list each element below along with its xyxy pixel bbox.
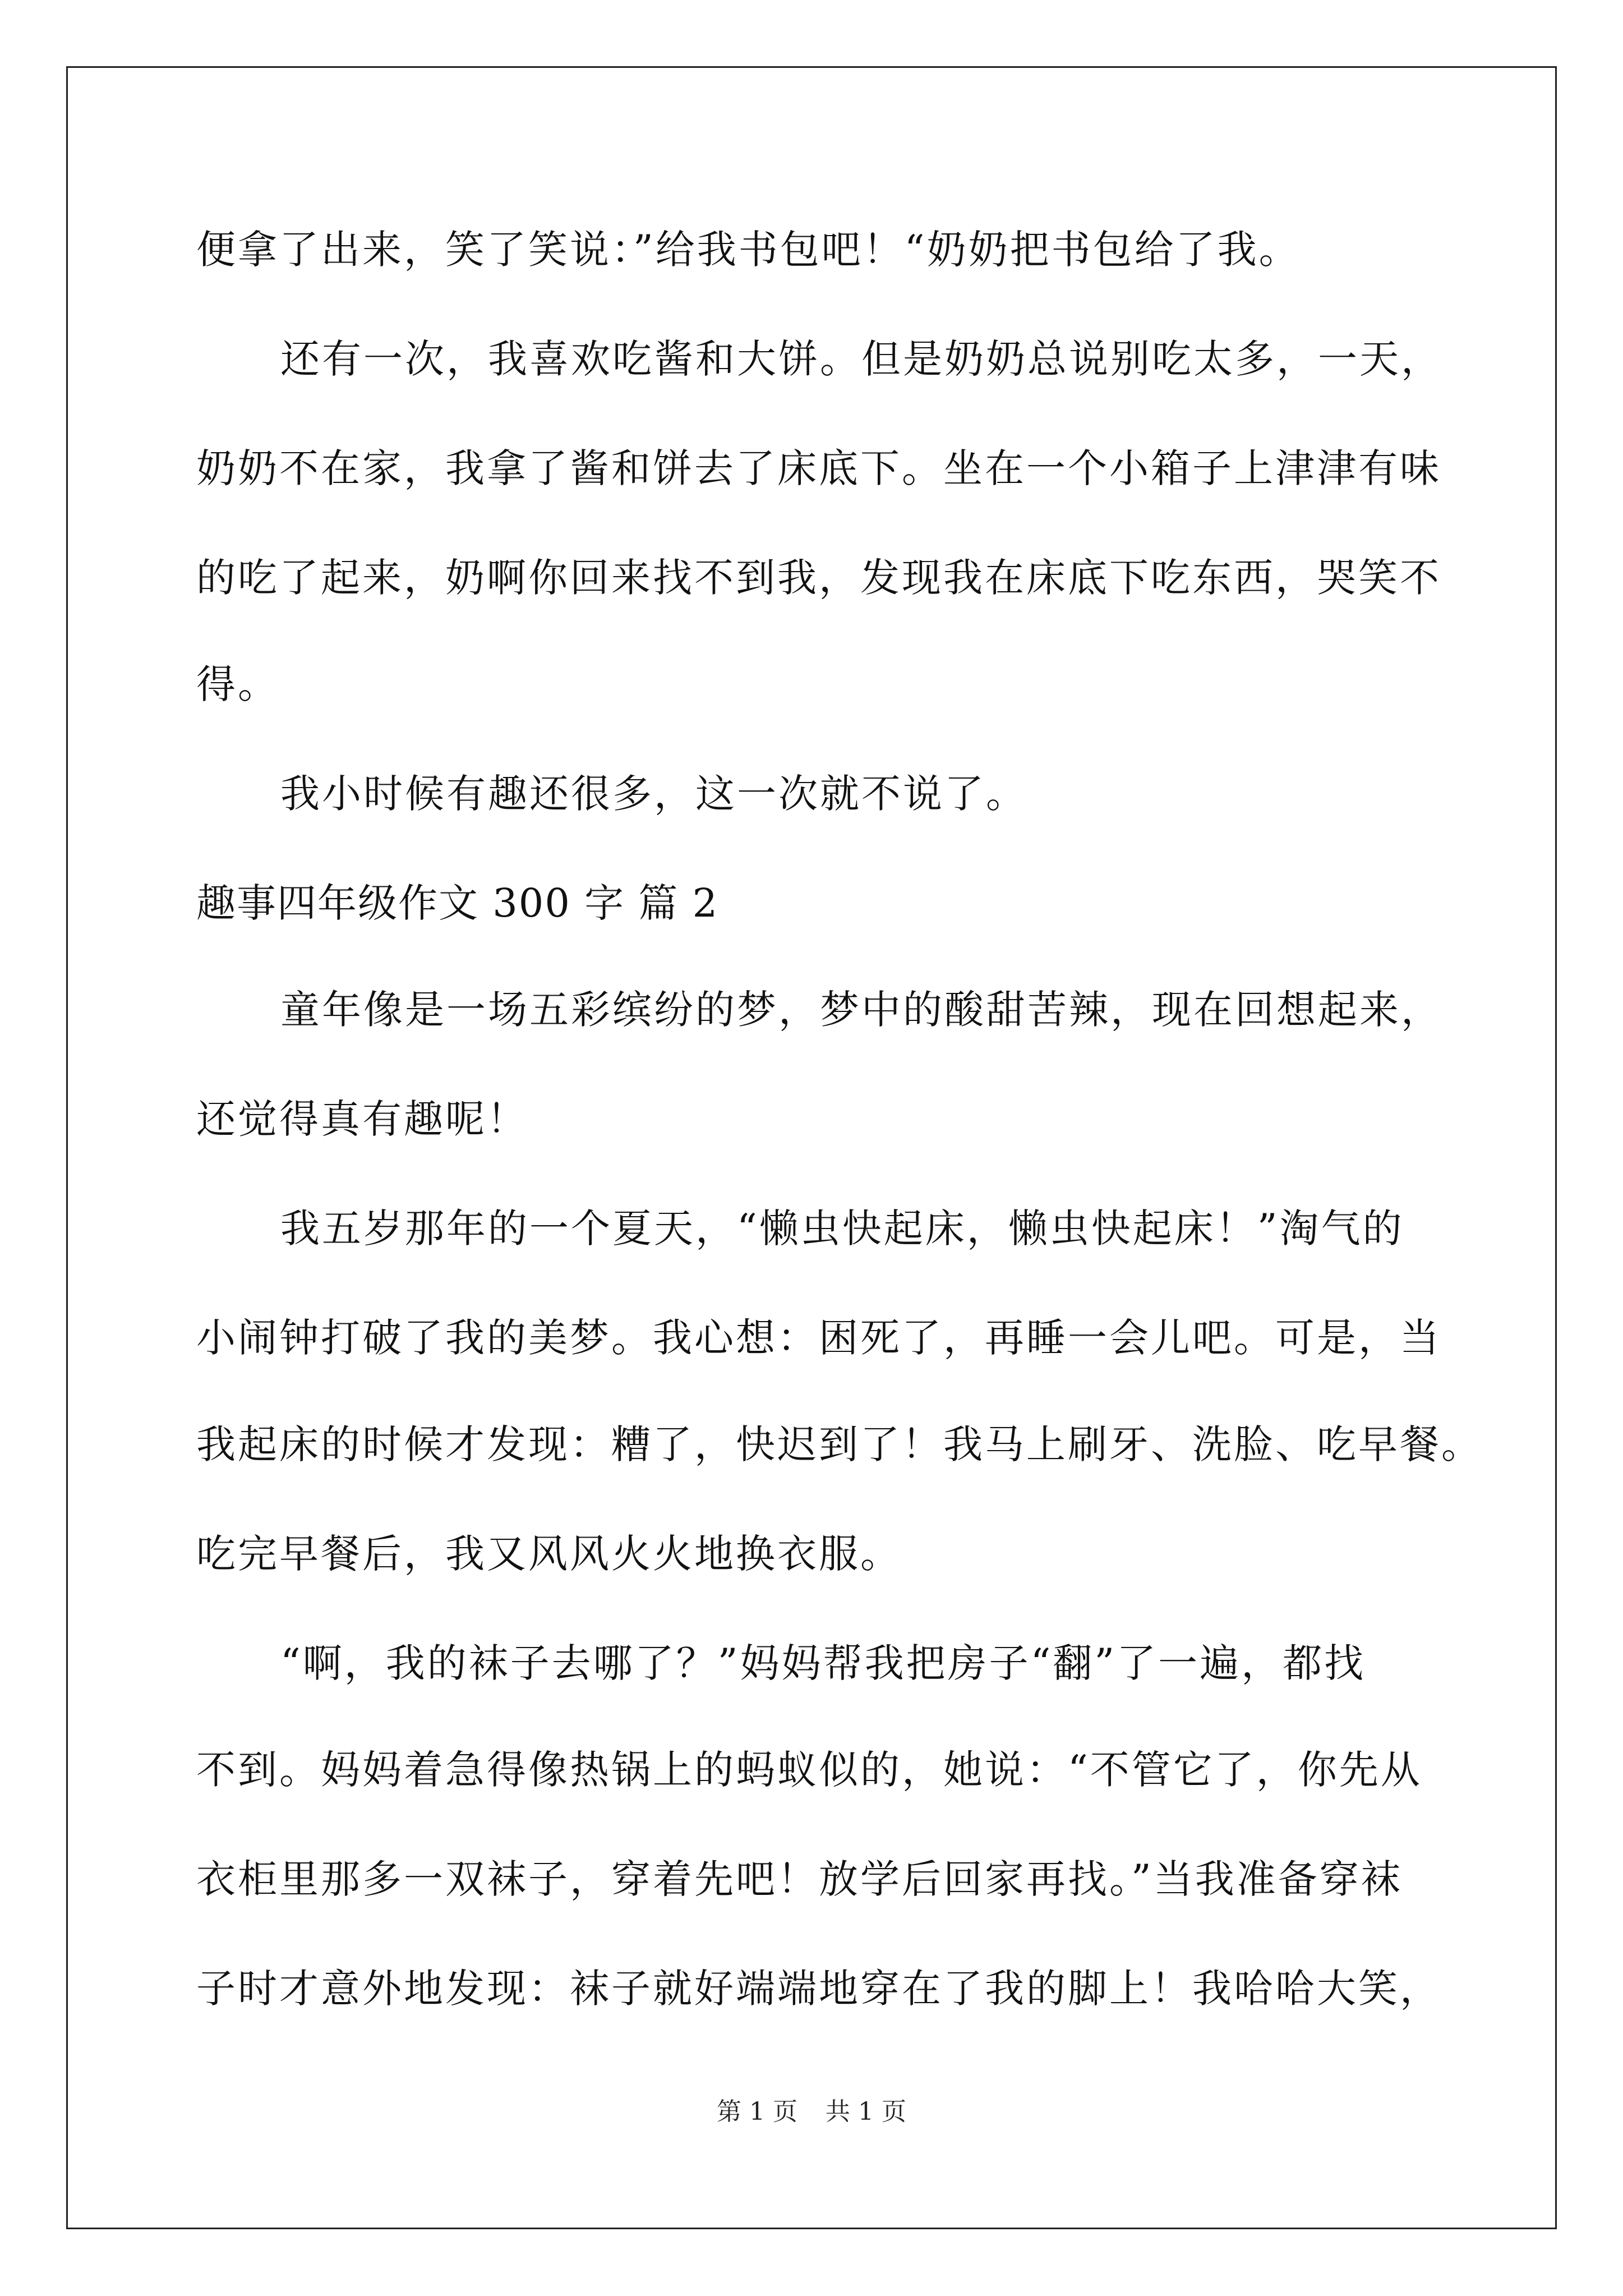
text-line: 童年像是一场五彩缤纷的梦，梦中的酸甜苦辣，现在回想起来， (280, 987, 1442, 1033)
text-line: 奶奶不在家，我拿了酱和饼去了床底下。坐在一个小箱子上津津有味 (196, 445, 1441, 491)
text-line: 还有一次，我喜欢吃酱和大饼。但是奶奶总说别吃太多，一天， (280, 336, 1442, 382)
page-total: 共 1 页 (826, 2097, 906, 2126)
text-line: 便拿了出来，笑了笑说：”给我书包吧！“奶奶把书包给了我。 (196, 227, 1301, 273)
section-heading: 趣事四年级作文 300 字 篇 2 (196, 880, 719, 926)
text-line: 我五岁那年的一个夏天，“懒虫快起床，懒虫快起床！”淘气的 (280, 1205, 1404, 1251)
text-line: 衣柜里那多一双袜子，穿着先吧！放学后回家再找。”当我准备穿袜 (196, 1856, 1403, 1902)
page-number: 第 1 页 (717, 2097, 797, 2126)
text-line: 还觉得真有趣呢！ (196, 1096, 528, 1142)
text-line: 小闹钟打破了我的美梦。我心想：困死了，再睡一会儿吧。可是，当 (196, 1315, 1441, 1361)
text-line: 吃完早餐后，我又风风火火地换衣服。 (196, 1531, 902, 1577)
text-line: 不到。妈妈着急得像热锅上的蚂蚁似的，她说：“不管它了，你先从 (196, 1747, 1422, 1793)
page-footer (0, 2095, 1623, 2129)
text-line: 我起床的时候才发现：糟了，快迟到了！我马上刷牙、洗脸、吃早餐。 (196, 1421, 1483, 1467)
text-line: 子时才意外地发现：袜子就好端端地穿在了我的脚上！我哈哈大笑， (196, 1966, 1441, 2012)
text-line: “啊，我的袜子去哪了？”妈妈帮我把房子“翻”了一遍，都找 (280, 1640, 1366, 1686)
text-line: 的吃了起来，奶啊你回来找不到我，发现我在床底下吃东西，哭笑不 (196, 555, 1441, 601)
text-line: 我小时候有趣还很多，这一次就不说了。 (280, 771, 1027, 817)
text-line: 得。 (196, 661, 279, 707)
